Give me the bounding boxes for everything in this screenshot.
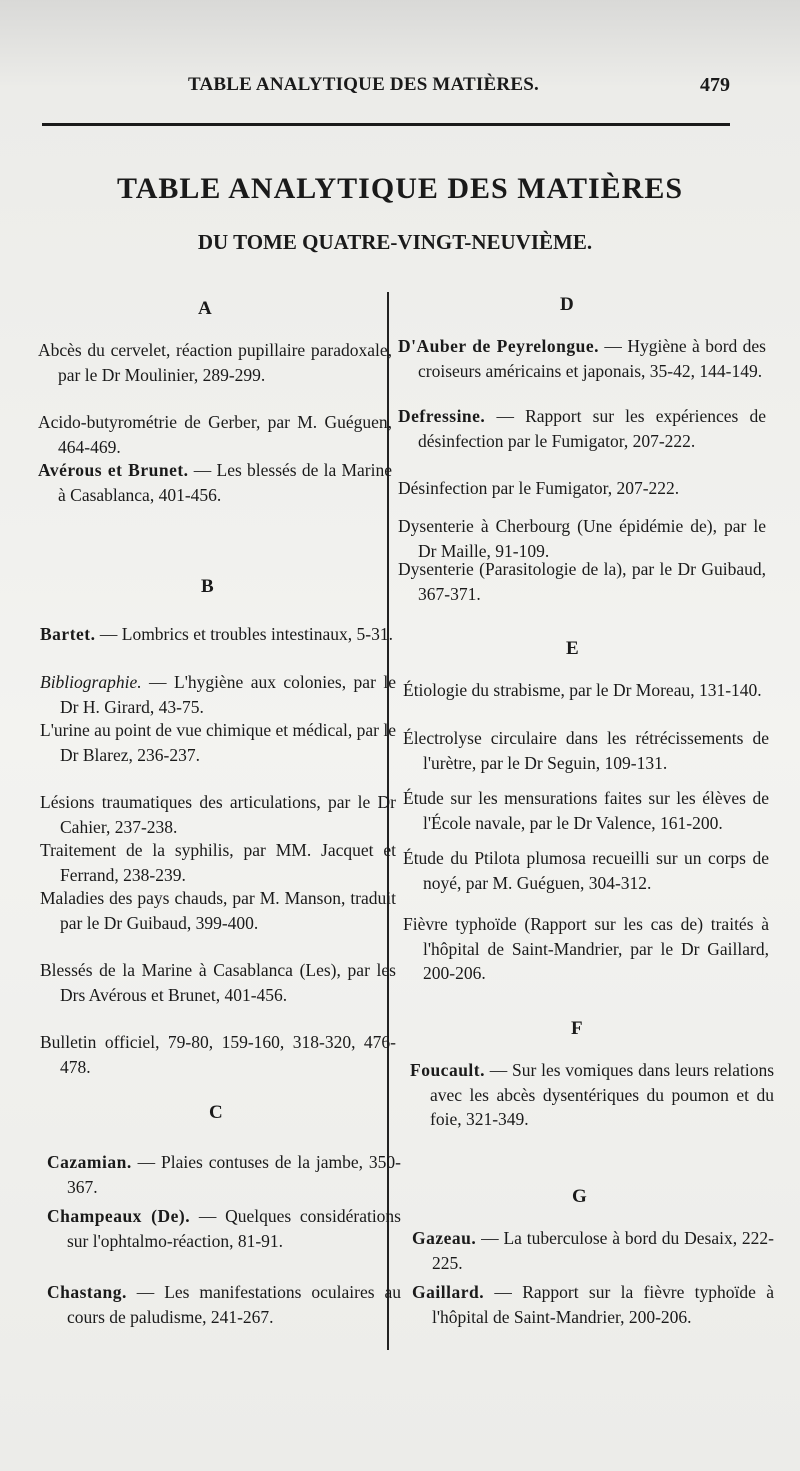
entry-text: — L'hygiène aux colonies, par le Dr H. Girard, 43-75. [60,672,396,717]
entry-text: — La tuberculose à bord du Desaix, 222-225. [432,1228,774,1273]
entry-text: Électrolyse circulaire dans les rétrécissements de l'urètre, par le Dr Seguin, 109-131. [403,728,769,773]
entry-text: Dysenterie à Cherbourg (Une épidémie de), par le Dr Maille, 91-109. [398,516,766,561]
index-entry [40,718,396,767]
header-rule [42,123,730,126]
entry-text: Étiologie du strabisme, par le Dr Moreau, 131-140. [403,680,762,700]
letter-heading-b: B [201,576,214,597]
entry-author: Gaillard. [412,1282,485,1302]
entry-text: Traitement de la syphilis, par MM. Jacquet et Ferrand, 238-239. [40,840,396,885]
entry-text: — Les blessés de la Marine à Casablanca, 401-456. [58,460,392,505]
index-entry [398,334,766,383]
index-entry [398,557,766,606]
entry-text: Blessés de la Marine à Casablanca (Les), par les Drs Avérous et Brunet, 401-456. [40,960,396,1005]
entry-author: D'Auber de Peyrelongue. [398,336,600,356]
entry-text: Bulletin officiel, 79-80, 159-160, 318-320, 476-478. [40,1032,396,1077]
index-entry [398,404,766,453]
page-number: 479 [700,74,730,96]
index-entry [38,410,392,459]
entry-text: — Hygiène à bord des croiseurs américains et japonais, 35-42, 144-149. [418,336,766,381]
letter-heading-d: D [560,294,574,315]
index-entry [38,338,392,387]
letter-heading-e: E [566,638,579,659]
entry-text: — Rapport sur les expériences de désinfection par le Fumigator, 207-222. [418,406,766,451]
entry-text: Étude sur les mensurations faites sur les élèves de l'École navale, par le Dr Valence, 161-200. [403,788,769,833]
index-entry [40,622,396,647]
entry-author: Bartet. [40,624,96,644]
entry-text: Dysenterie (Parasitologie de la), par le Dr Guibaud, 367-371. [398,559,766,604]
entry-text: Maladies des pays chauds, par M. Manson, traduit par le Dr Guibaud, 399-400. [40,888,396,933]
index-entry [40,838,396,887]
entry-text: — Plaies contuses de la jambe, 350-367. [67,1152,401,1197]
index-entry [47,1150,401,1199]
index-entry [403,912,769,986]
letter-heading-c: C [209,1102,223,1123]
index-entry [40,790,396,839]
entry-text: Acido-butyrométrie de Gerber, par M. Guéguen, 464-469. [38,412,392,457]
page-title: TABLE ANALYTIQUE DES MATIÈRES [116,172,684,205]
entry-author: Champeaux (De). [47,1206,191,1226]
entry-author: Chastang. [47,1282,127,1302]
index-entry [403,678,769,703]
letter-heading-g: G [572,1186,587,1207]
entry-text: — Sur les vomiques dans leurs relations avec les abcès dysentériques du poumon et du foie, 321-349. [430,1060,774,1129]
entry-text: L'urine au point de vue chimique et médical, par le Dr Blarez, 236-237. [40,720,396,765]
entry-author: Foucault. [410,1060,485,1080]
index-entry [47,1204,401,1253]
index-entry [398,476,766,501]
index-entry [40,886,396,935]
index-entry [410,1058,774,1132]
entry-text: Abcès du cervelet, réaction pupillaire paradoxale, par le Dr Moulinier, 289-299. [38,340,392,385]
entry-text: — Rapport sur la fièvre typhoïde à l'hôpital de Saint-Mandrier, 200-206. [432,1282,774,1327]
index-entry [403,726,769,775]
index-entry [40,670,396,719]
entry-text: — Lombrics et troubles intestinaux, 5-31. [95,624,393,644]
entry-author: Cazamian. [47,1152,132,1172]
index-entry [40,958,396,1007]
running-head: TABLE ANALYTIQUE DES MATIÈRES. [188,74,539,95]
entry-author: Defressine. [398,406,486,426]
entry-author: Avérous et Brunet. [38,460,189,480]
page-subtitle: DU TOME QUATRE-VINGT-NEUVIÈME. [197,230,593,254]
index-entry [38,458,392,507]
index-entry [412,1280,774,1329]
entry-author: Gazeau. [412,1228,477,1248]
index-entry [40,1030,396,1079]
entry-text: Lésions traumatiques des articulations, par le Dr Cahier, 237-238. [40,792,396,837]
entry-text: Fièvre typhoïde (Rapport sur les cas de) traités à l'hôpital de Saint-Mandrier, par le Dr Gaillard, 200-206. [403,914,769,983]
entry-text: — Quelques considérations sur l'ophtalmo-réaction, 81-91. [67,1206,401,1251]
letter-heading-f: F [571,1018,583,1039]
entry-text: Étude du Ptilota plumosa recueilli sur un corps de noyé, par M. Guéguen, 304-312. [403,848,769,893]
index-entry [403,846,769,895]
entry-heading: Bibliographie. [40,672,142,692]
entry-text: — Les manifestations oculaires au cours de paludisme, 241-267. [67,1282,401,1327]
index-entry [412,1226,774,1275]
index-entry [403,786,769,835]
index-entry [47,1280,401,1329]
index-entry [398,514,766,563]
entry-text: Désinfection par le Fumigator, 207-222. [398,478,680,498]
letter-heading-a: A [198,298,212,319]
